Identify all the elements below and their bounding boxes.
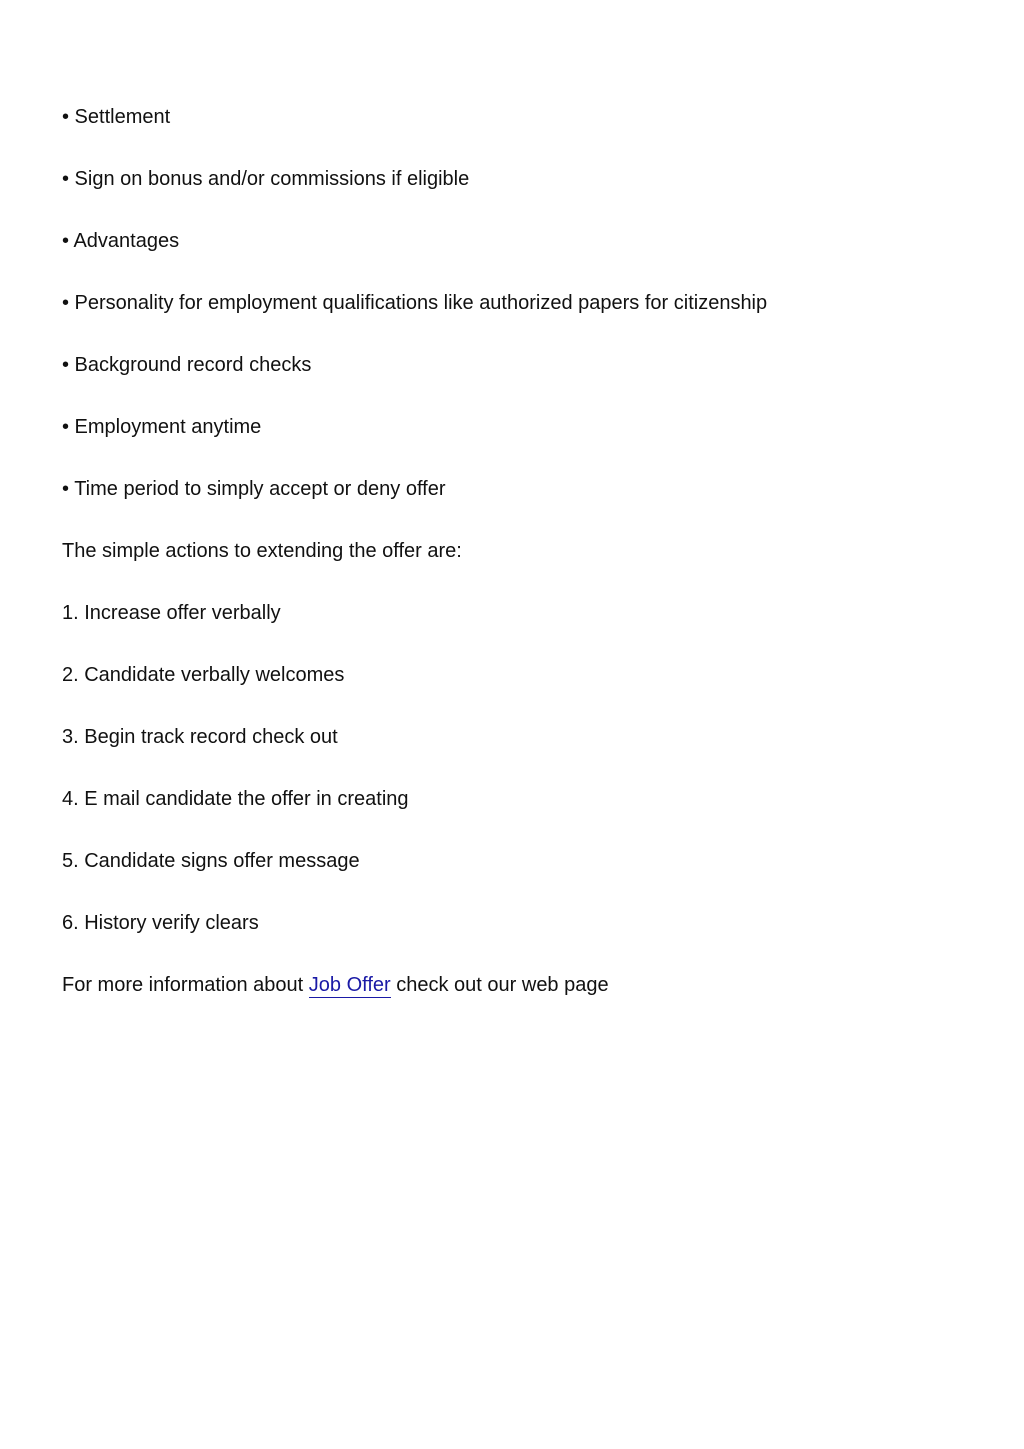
step-item <box>62 909 962 971</box>
intro-paragraph <box>62 537 962 599</box>
bullet-text: • Sign on bonus and/or commissions if eligible <box>62 168 470 190</box>
step-text: 3. Begin track record check out <box>62 726 338 748</box>
document-body <box>62 103 962 1033</box>
bullet-text: • Time period to simply accept or deny offer <box>62 478 446 500</box>
bullet-text: • Personality for employment qualifications like authorized papers for citizenship <box>62 292 768 314</box>
bullet-item <box>62 289 962 351</box>
bullet-item <box>62 227 962 289</box>
step-item <box>62 661 962 723</box>
step-text: 1. Increase offer verbally <box>62 602 281 624</box>
bullet-text: • Advantages <box>62 230 180 252</box>
step-item <box>62 599 962 661</box>
bullet-text: • Background record checks <box>62 354 312 376</box>
step-text: 4. E mail candidate the offer in creating <box>62 788 409 810</box>
bullet-item <box>62 351 962 413</box>
footer-prefix: For more information about <box>62 974 309 996</box>
bullet-text: • Employment anytime <box>62 416 262 438</box>
bullet-text: • Settlement <box>62 106 171 128</box>
intro-text: The simple actions to extending the offer are: <box>62 540 462 562</box>
bullet-item <box>62 165 962 227</box>
step-item <box>62 723 962 785</box>
bullet-item <box>62 103 962 165</box>
step-text: 2. Candidate verbally welcomes <box>62 664 345 686</box>
footer-paragraph <box>62 971 962 1033</box>
step-text: 6. History verify clears <box>62 912 259 934</box>
step-item <box>62 847 962 909</box>
step-item <box>62 785 962 847</box>
step-text: 5. Candidate signs offer message <box>62 850 360 872</box>
footer-suffix: check out our web page <box>390 974 609 996</box>
job-offer-link[interactable]: Job Offer <box>308 974 391 996</box>
bullet-item <box>62 475 962 537</box>
bullet-item <box>62 413 962 475</box>
